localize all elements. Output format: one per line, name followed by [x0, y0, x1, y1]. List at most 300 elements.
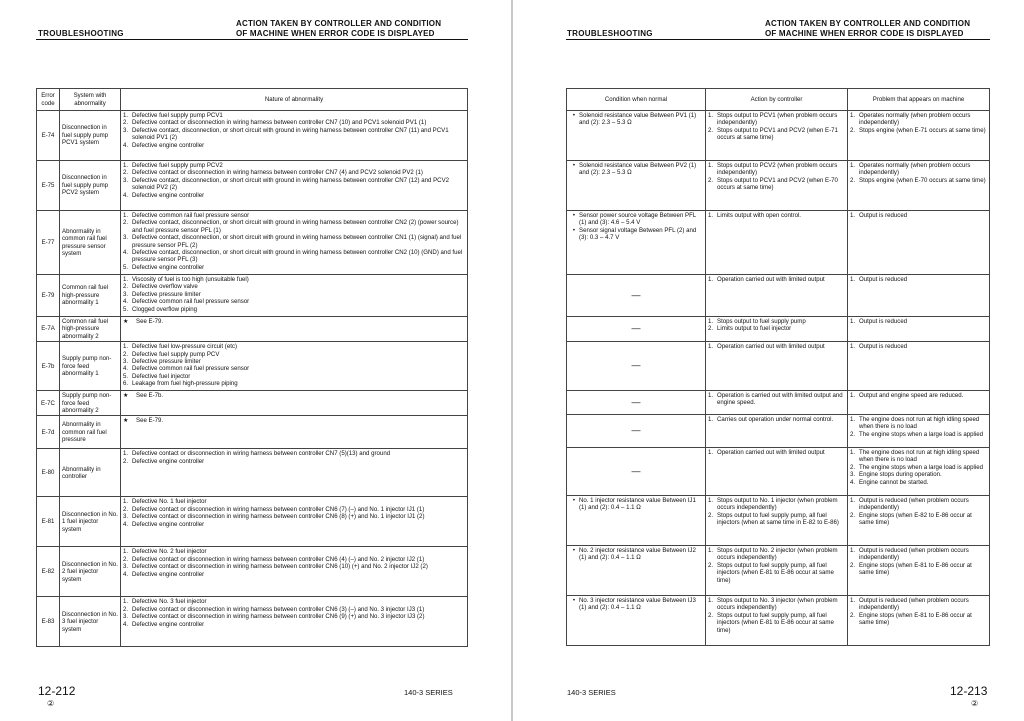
- error-code-cell: E-7d: [37, 416, 60, 449]
- list-item: [123, 548, 465, 555]
- list-item: [123, 192, 465, 199]
- numbered-list: [123, 343, 465, 387]
- item-text: Solenoid resistance value Between PV1 (1) and (2): 2.3 – 5.3 Ω: [579, 112, 697, 127]
- action-cell: [706, 211, 848, 275]
- heading-line-2: OF MACHINE WHEN ERROR CODE IS DISPLAYED: [765, 29, 964, 38]
- item-number: 2.: [123, 219, 129, 227]
- item-number: 4.: [850, 478, 856, 486]
- list-item: [708, 212, 845, 219]
- condition-cell: —: [567, 391, 706, 415]
- numbered-list: [123, 498, 465, 528]
- item-text: Engine stops (when E-81 to E-86 occur at same time): [859, 561, 972, 577]
- condition-cell: —: [567, 342, 706, 391]
- action-cell: [706, 546, 848, 596]
- numbered-list: [123, 212, 465, 271]
- nature-cell: [121, 111, 468, 161]
- list-item: [123, 380, 465, 387]
- condition-cell: [567, 496, 706, 546]
- list-item: [123, 506, 465, 513]
- nature-cell: [121, 547, 468, 597]
- list-item: [708, 325, 845, 332]
- item-text: The engine stops when a large load is applied: [859, 430, 983, 438]
- item-number: 1.: [850, 276, 856, 283]
- list-item: [708, 547, 845, 562]
- item-text: Stops output to PCV1 (when problem occurs independently): [717, 112, 838, 127]
- list-item: [123, 513, 465, 520]
- list-item: [850, 392, 987, 399]
- list-item: [850, 449, 987, 464]
- col-action: Action by controller: [706, 89, 848, 111]
- item-text: Output is reduced: [859, 212, 908, 219]
- numbered-list: [708, 416, 845, 423]
- item-text: No. 1 injector resistance value Between IJ1 (1) and (2): 0.4 – 1.1 Ω: [579, 497, 696, 512]
- list-item: [850, 479, 987, 486]
- see-reference: [123, 392, 465, 399]
- table-row: [37, 391, 468, 416]
- item-number: 1.: [708, 547, 714, 554]
- item-text: Defective contact or disconnection in wiring harness between controller CN6 (9) (+) and No. 3 injector IJ3 (2): [132, 613, 425, 621]
- item-number: 3.: [123, 176, 129, 184]
- list-item: [850, 416, 987, 431]
- item-text: Stops output to PCV1 and PCV2 (when E-71 occurs at same time): [717, 126, 838, 142]
- list-item: [708, 162, 845, 177]
- table-header-row: [567, 89, 990, 111]
- list-item: [708, 562, 845, 584]
- item-number: 1.: [123, 276, 129, 283]
- list-item: [708, 449, 845, 456]
- item-number: 1.: [708, 212, 714, 219]
- section-title: TROUBLESHOOTING: [567, 29, 653, 38]
- list-item: [850, 318, 987, 325]
- item-number: 1.: [708, 343, 714, 350]
- numbered-list: [850, 318, 987, 325]
- nature-cell: [121, 211, 468, 275]
- list-item: [123, 373, 465, 380]
- list-item: [569, 547, 703, 562]
- item-text: Defective contact, disconnection, or short circuit with ground in wiring harness between controller CN2 (10) (GND) and fuel pressure sensor PFL (3): [132, 249, 463, 264]
- numbered-list: [123, 276, 465, 313]
- item-number: 2.: [123, 169, 129, 177]
- numbered-list: [850, 212, 987, 219]
- numbered-list: [708, 112, 845, 142]
- item-text: No. 3 injector resistance value Between IJ3 (1) and (2): 0.4 – 1.1 Ω: [579, 597, 696, 612]
- item-number: 1.: [708, 276, 714, 283]
- bullet-icon: •: [572, 212, 576, 219]
- list-item: [850, 162, 987, 177]
- series-label: 140-3 SERIES: [404, 688, 453, 697]
- list-item: [123, 283, 465, 290]
- item-number: 4.: [123, 298, 129, 306]
- item-number: 1.: [850, 212, 856, 219]
- item-number: 1.: [123, 450, 129, 458]
- list-item: [123, 343, 465, 350]
- item-number: 2.: [850, 561, 856, 569]
- table-row: [567, 317, 990, 342]
- list-item: [123, 621, 465, 628]
- heading-line-1: ACTION TAKEN BY CONTROLLER AND CONDITION: [765, 19, 971, 28]
- list-item: [123, 606, 465, 613]
- item-number: 4.: [123, 141, 129, 149]
- item-number: 3.: [123, 234, 129, 242]
- item-number: 1.: [850, 547, 856, 554]
- table-row: [37, 497, 468, 547]
- item-text: Output is reduced (when problem occurs independently): [859, 547, 969, 562]
- list-item: [123, 358, 465, 365]
- table-row: [567, 596, 990, 646]
- see-reference: [123, 318, 465, 325]
- action-cell: [706, 391, 848, 415]
- item-text: Defective contact or disconnection in wiring harness between controller CN6 (4) (–) and No. 2 injector IJ2 (1): [132, 555, 425, 563]
- item-number: 2.: [708, 561, 714, 569]
- numbered-list: [708, 392, 845, 407]
- condition-cell: —: [567, 317, 706, 342]
- system-cell: Disconnection in fuel supply pump PCV1 system: [60, 111, 121, 161]
- item-number: 2.: [123, 457, 129, 465]
- page-number: 12-213: [950, 684, 988, 698]
- problem-cell: [848, 546, 990, 596]
- item-number: 1.: [850, 392, 856, 399]
- table-row: [567, 546, 990, 596]
- problem-cell: [848, 448, 990, 496]
- item-number: 1.: [850, 416, 856, 423]
- section-title: TROUBLESHOOTING: [38, 29, 124, 38]
- item-number: 2.: [850, 611, 856, 619]
- header-rule: [36, 39, 468, 40]
- item-text: Operation carried out with limited output: [717, 449, 825, 456]
- col-system: System with abnormality: [60, 89, 121, 111]
- item-text: Engine stops during operation.: [859, 471, 942, 479]
- condition-cell: —: [567, 415, 706, 448]
- item-text: Solenoid resistance value Between PV2 (1) and (2): 2.3 – 5.3 Ω: [579, 162, 697, 177]
- numbered-list: [708, 497, 845, 527]
- item-number: 4.: [123, 620, 129, 628]
- list-item: [850, 212, 987, 219]
- error-code-cell: E-74: [37, 111, 60, 161]
- item-text: Sensor signal voltage Between PFL (2) and (3): 0.3 – 4.7 V: [579, 226, 697, 242]
- header-rule: [566, 39, 990, 40]
- action-cell: [706, 111, 848, 161]
- nature-cell: [121, 317, 468, 342]
- item-text: Defective contact, disconnection, or short circuit with ground in wiring harness between controller CN7 (11) and PCV1 solenoid PV1 (2): [132, 126, 449, 142]
- item-text: Defective No. 2 fuel injector: [132, 548, 207, 556]
- item-number: 1.: [850, 343, 856, 350]
- item-text: Defective common rail fuel pressure sensor: [132, 365, 250, 373]
- item-number: 5.: [123, 372, 129, 380]
- page-number: 12-212: [38, 684, 76, 698]
- item-number: 2.: [708, 325, 714, 333]
- item-number: 1.: [708, 392, 714, 399]
- item-number: 2.: [708, 611, 714, 619]
- system-cell: Common rail fuel high-pressure abnormality 2: [60, 317, 121, 342]
- table-header-row: [37, 89, 468, 111]
- list-item: [123, 365, 465, 372]
- problem-cell: [848, 211, 990, 275]
- list-item: [123, 264, 465, 271]
- error-code-cell: E-7A: [37, 317, 60, 342]
- item-number: 2.: [708, 511, 714, 519]
- item-text: Carries out operation under normal control.: [717, 416, 834, 423]
- system-cell: Disconnection in No. 3 fuel injector system: [60, 597, 121, 647]
- list-item: [123, 234, 465, 249]
- controller-action-table: [566, 88, 990, 646]
- item-text: Output is reduced (when problem occurs independently): [859, 597, 969, 612]
- table-row: [37, 211, 468, 275]
- item-number: 2.: [123, 605, 129, 613]
- numbered-list: [850, 597, 987, 627]
- item-text: Engine stops (when E-82 to E-86 occur at same time): [859, 511, 972, 527]
- item-text: The engine stops when a large load is applied: [859, 463, 983, 471]
- list-item: [708, 318, 845, 325]
- item-text: Output is reduced: [859, 343, 908, 350]
- item-text: Stops output to fuel supply pump, all fuel injectors (when E-81 to E-86 occur at same time): [717, 611, 834, 634]
- bullet-list: [569, 162, 703, 177]
- problem-cell: [848, 415, 990, 448]
- item-number: 2.: [123, 350, 129, 358]
- table-row: [37, 547, 468, 597]
- reference-text: See E-79.: [136, 318, 164, 325]
- table-row: [567, 111, 990, 161]
- item-number: 2.: [123, 119, 129, 127]
- item-number: 1.: [123, 212, 129, 219]
- system-cell: Supply pump non-force feed abnormality 1: [60, 342, 121, 391]
- list-item: [850, 127, 987, 134]
- item-text: Defective pressure limiter: [132, 358, 201, 366]
- item-text: Defective engine controller: [132, 191, 205, 199]
- item-text: Engine stops (when E-81 to E-86 occur at same time): [859, 611, 972, 627]
- numbered-list: [850, 392, 987, 399]
- table-row: [37, 597, 468, 647]
- item-text: Stops output to PCV1 and PCV2 (when E-70 occurs at same time): [717, 176, 838, 192]
- list-item: [123, 119, 465, 126]
- list-item: [123, 162, 465, 169]
- item-number: 2.: [850, 176, 856, 184]
- problem-cell: [848, 317, 990, 342]
- item-text: Stops output to No. 2 injector (when problem occurs independently): [717, 547, 838, 562]
- action-cell: [706, 596, 848, 646]
- list-item: [708, 497, 845, 512]
- item-number: 2.: [123, 283, 129, 291]
- table-row: [567, 342, 990, 391]
- item-number: 1.: [123, 598, 129, 606]
- col-nature: Nature of abnormality: [121, 89, 468, 111]
- bullet-icon: •: [572, 162, 576, 169]
- item-text: Stops engine (when E-70 occurs at same time): [859, 176, 986, 184]
- item-number: 1.: [850, 112, 856, 119]
- condition-cell: —: [567, 275, 706, 317]
- item-number: 1.: [850, 449, 856, 456]
- problem-cell: [848, 275, 990, 317]
- item-number: 3.: [123, 563, 129, 571]
- item-text: Stops output to fuel supply pump, all fuel injectors (when at same time in E-82 to E-86): [717, 511, 839, 527]
- numbered-list: [850, 497, 987, 527]
- list-item: [123, 276, 465, 283]
- list-item: [123, 291, 465, 298]
- list-item: [708, 127, 845, 142]
- reference-text: See E-7b.: [136, 392, 164, 400]
- list-item: [708, 177, 845, 192]
- action-cell: [706, 496, 848, 546]
- list-item: [850, 547, 987, 562]
- item-text: Defective contact or disconnection in wiring harness between controller CN7 (5)(13) and ground: [132, 450, 391, 458]
- item-number: 3.: [123, 126, 129, 134]
- bullet-list: [569, 547, 703, 562]
- error-code-cell: E-82: [37, 547, 60, 597]
- numbered-list: [708, 162, 845, 192]
- list-item: [708, 343, 845, 350]
- list-item: [569, 227, 703, 242]
- condition-cell: [567, 161, 706, 211]
- item-text: Operates normally (when problem occurs independently): [859, 162, 971, 177]
- list-item: [708, 112, 845, 127]
- item-text: Stops output to fuel supply pump, all fuel injectors (when E-81 to E-86 occur at same time): [717, 561, 834, 584]
- list-item: [708, 612, 845, 634]
- item-number: 2.: [708, 176, 714, 184]
- item-number: 4.: [123, 520, 129, 528]
- error-code-cell: E-75: [37, 161, 60, 211]
- list-item: [123, 351, 465, 358]
- item-number: 1.: [708, 497, 714, 504]
- numbered-list: [708, 547, 845, 584]
- problem-cell: [848, 596, 990, 646]
- item-text: Stops engine (when E-71 occurs at same time): [859, 126, 986, 134]
- table-row: [37, 111, 468, 161]
- list-item: [569, 497, 703, 512]
- item-number: 2.: [708, 126, 714, 134]
- action-cell: [706, 161, 848, 211]
- list-item: [123, 127, 465, 142]
- item-number: 4.: [123, 249, 129, 257]
- list-item: [123, 112, 465, 119]
- star-icon: ★: [123, 318, 129, 325]
- item-text: Defective contact or disconnection in wiring harness between controller CN6 (3) (–) and No. 3 injector IJ3 (1): [132, 605, 425, 613]
- table-row: [567, 415, 990, 448]
- item-number: 1.: [123, 343, 129, 351]
- error-code-cell: E-7b: [37, 342, 60, 391]
- item-text: Limits output with open control.: [717, 212, 802, 219]
- item-text: Defective fuel supply pump PCV2: [132, 162, 223, 169]
- item-number: 2.: [850, 126, 856, 134]
- item-text: Defective engine controller: [132, 520, 205, 528]
- nature-cell: [121, 342, 468, 391]
- page-heading: [236, 19, 441, 39]
- item-text: Defective engine controller: [132, 457, 205, 465]
- item-text: Defective contact or disconnection in wiring harness between controller CN7 (10) and PCV1 solenoid PV1 (1): [132, 119, 427, 127]
- list-item: [850, 112, 987, 127]
- list-item: [123, 450, 465, 457]
- list-item: [708, 416, 845, 423]
- list-item: [569, 112, 703, 127]
- item-text: No. 2 injector resistance value Between IJ2 (1) and (2): 0.4 – 1.1 Ω: [579, 547, 696, 562]
- table-row: [567, 275, 990, 317]
- item-text: The engine does not run at high idling speed when there is no load: [859, 449, 980, 464]
- numbered-list: [708, 212, 845, 219]
- numbered-list: [850, 276, 987, 283]
- nature-cell: [121, 449, 468, 497]
- nature-cell: [121, 275, 468, 317]
- error-code-cell: E-79: [37, 275, 60, 317]
- bullet-list: [569, 597, 703, 612]
- list-item: [123, 598, 465, 605]
- numbered-list: [123, 598, 465, 628]
- problem-cell: [848, 391, 990, 415]
- numbered-list: [850, 547, 987, 577]
- list-item: [850, 562, 987, 577]
- item-number: 3.: [123, 358, 129, 366]
- item-text: Clogged overflow piping: [132, 305, 198, 313]
- item-number: 5.: [123, 263, 129, 271]
- system-cell: Common rail fuel high-pressure abnormality 1: [60, 275, 121, 317]
- table-row: [37, 449, 468, 497]
- list-item: [850, 464, 987, 471]
- item-text: Defective engine controller: [132, 141, 205, 149]
- nature-cell: [121, 391, 468, 416]
- item-number: 3.: [123, 290, 129, 298]
- table-row: [567, 448, 990, 496]
- problem-cell: [848, 342, 990, 391]
- table-row: [567, 391, 990, 415]
- error-code-cell: E-7C: [37, 391, 60, 416]
- item-number: 1.: [850, 597, 856, 604]
- item-text: Stops output to No. 3 injector (when problem occurs independently): [717, 597, 838, 612]
- list-item: [123, 556, 465, 563]
- item-text: Output is reduced: [859, 276, 908, 283]
- item-number: 1.: [708, 449, 714, 456]
- list-item: [708, 512, 845, 527]
- numbered-list: [123, 162, 465, 199]
- star-icon: ★: [123, 417, 129, 425]
- list-item: [123, 212, 465, 219]
- item-text: Defective contact or disconnection in wiring harness between controller CN6 (7) (–) and No. 1 injector IJ1 (1): [132, 505, 425, 513]
- list-item: [850, 431, 987, 438]
- list-item: [123, 458, 465, 465]
- item-text: Defective overflow valve: [132, 283, 198, 291]
- list-item: [850, 512, 987, 527]
- bullet-icon: •: [572, 597, 576, 604]
- list-item: [708, 597, 845, 612]
- series-label: 140-3 SERIES: [567, 688, 616, 697]
- item-text: Viscosity of fuel is too high (unsuitable fuel): [132, 276, 249, 283]
- item-number: 3.: [123, 513, 129, 521]
- item-text: Defective contact or disconnection in wiring harness between controller CN6 (10) (+) and No. 2 injector IJ2 (2): [132, 563, 428, 571]
- item-number: 1.: [123, 498, 129, 506]
- bullet-icon: •: [572, 226, 576, 234]
- item-number: 1.: [123, 548, 129, 556]
- nature-cell: [121, 161, 468, 211]
- item-text: Stops output to No. 1 injector (when problem occurs independently): [717, 497, 838, 512]
- problem-cell: [848, 111, 990, 161]
- list-item: [123, 249, 465, 264]
- nature-cell: [121, 497, 468, 547]
- numbered-list: [708, 449, 845, 456]
- error-code-cell: E-77: [37, 211, 60, 275]
- item-number: 5.: [123, 305, 129, 313]
- list-item: [123, 498, 465, 505]
- table-row: [37, 275, 468, 317]
- table-row: [567, 161, 990, 211]
- list-item: [123, 521, 465, 528]
- item-number: 4.: [123, 570, 129, 578]
- list-item: [850, 497, 987, 512]
- condition-cell: [567, 211, 706, 275]
- item-text: Defective fuel low-pressure circuit (etc): [132, 343, 237, 351]
- list-item: [569, 212, 703, 227]
- system-cell: Abnormality in common rail fuel pressure: [60, 416, 121, 449]
- numbered-list: [708, 318, 845, 333]
- table-row: [37, 317, 468, 342]
- list-item: [123, 142, 465, 149]
- bullet-list: [569, 497, 703, 512]
- numbered-list: [123, 548, 465, 578]
